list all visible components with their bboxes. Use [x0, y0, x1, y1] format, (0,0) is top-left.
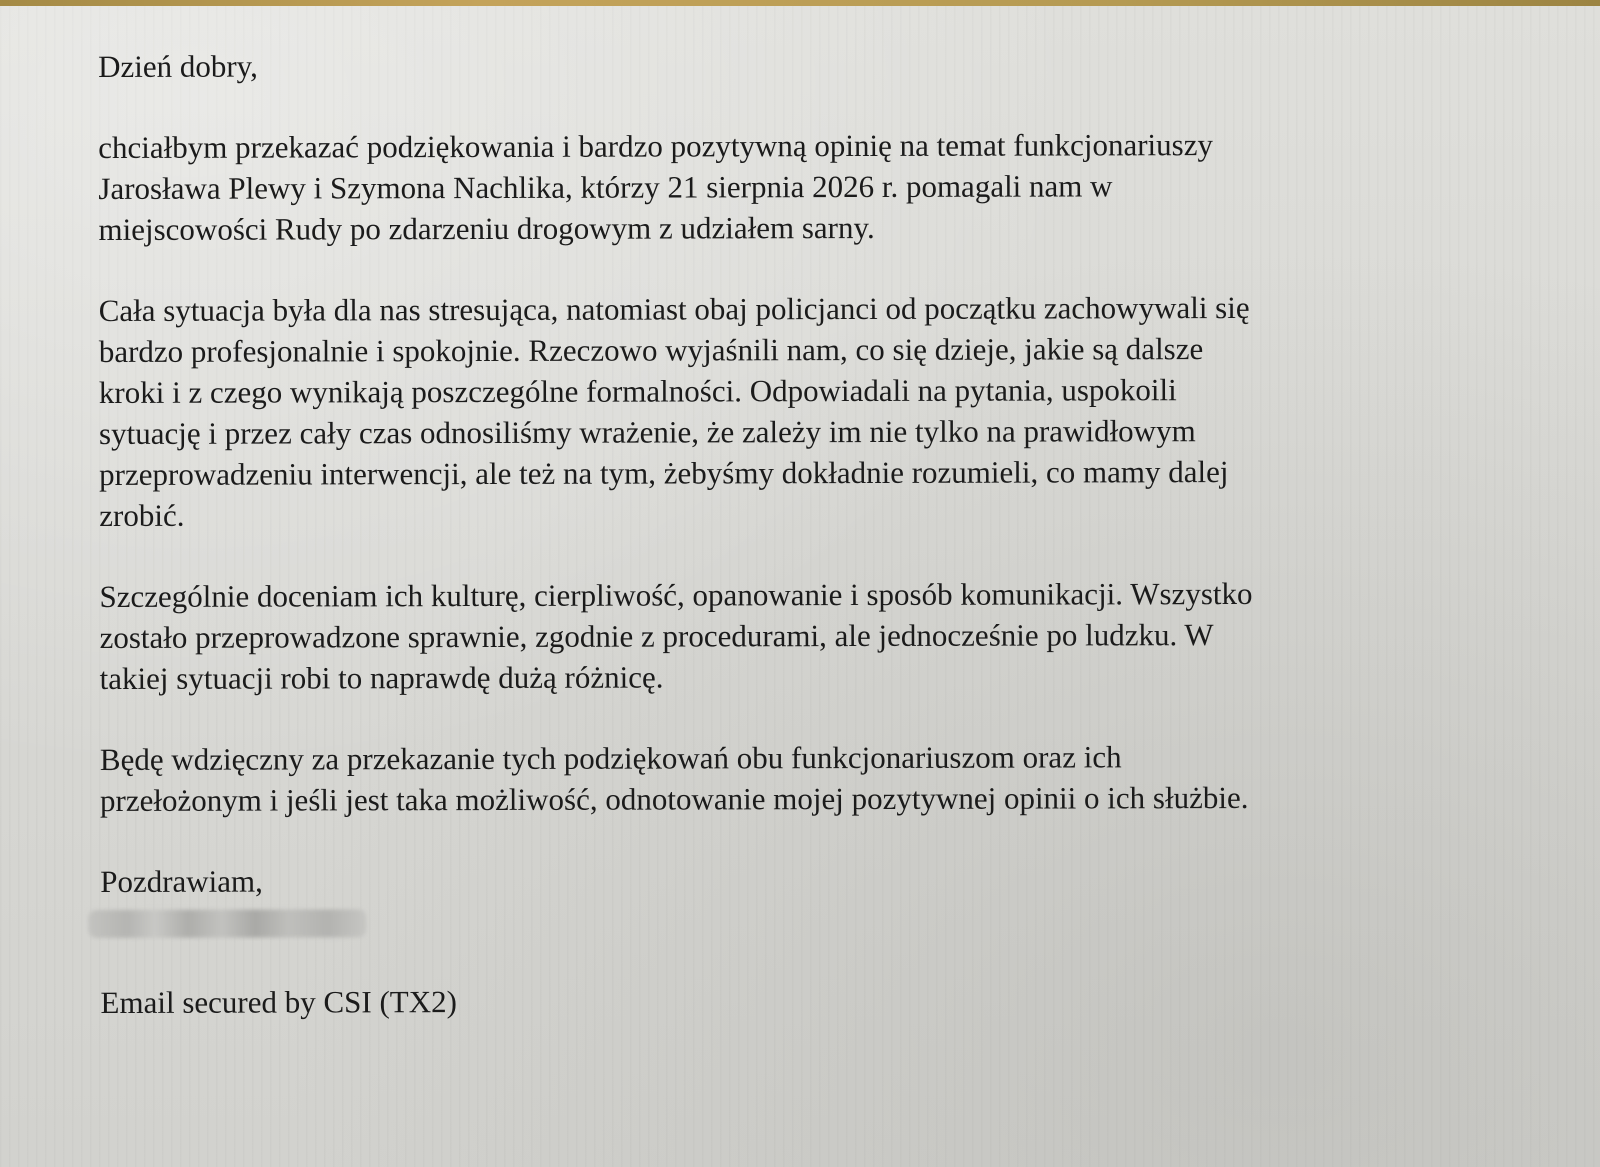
letter-closing: Pozdrawiam,	[100, 863, 263, 899]
text-line: przełożonym i jeśli jest taka możliwość, odnotowanie mojej pozytywnej opinii o ich służbie.	[99, 779, 1249, 818]
text-line: Będę wdzięczny za przekazanie tych podziękowań obu funkcjonariuszom oraz ich	[99, 739, 1122, 777]
text-line: sytuację i przez cały czas odnosiliśmy wrażenie, że zależy im nie tylko na prawidłowym	[98, 413, 1196, 451]
paragraph-4	[100, 736, 1430, 821]
text-line: zostało przeprowadzone sprawnie, zgodnie z procedurami, ale jednocześnie po ludzku. W	[99, 617, 1214, 655]
text-line: Szczególnie doceniam ich kulturę, cierpliwość, opanowanie i sposób komunikacji. Wszystko	[99, 575, 1253, 614]
text-line: miejscowości Rudy po zdarzeniu drogowym z udziałem sarny.	[98, 209, 875, 247]
text-line: zrobić.	[99, 497, 185, 533]
paragraph-3	[99, 573, 1429, 699]
text-line: Cała sytuacja była dla nas stresująca, natomiast obaj policjanci od początku zachowywali się	[98, 289, 1250, 328]
letter-body	[98, 43, 1431, 1023]
letter-greeting: Dzień dobry,	[98, 48, 258, 84]
text-line: kroki i z czego wynikają poszczególne formalności. Odpowiadali na pytania, uspokoili	[98, 372, 1177, 410]
paragraph-1	[98, 124, 1428, 250]
redacted-signature	[88, 909, 366, 938]
text-line: przeprowadzeniu interwencji, ale też na tym, żebyśmy dokładnie rozumieli, co mamy dalej	[99, 454, 1229, 492]
text-line: takiej sytuacji robi to naprawdę dużą różnicę.	[99, 659, 664, 696]
paper-sheet	[0, 6, 1600, 1167]
paragraph-2	[99, 287, 1430, 536]
text-line: bardzo profesjonalnie i spokojnie. Rzeczowo wyjaśnili nam, co się dzieje, jakie są dalsze	[98, 331, 1204, 369]
text-line: chciałbym przekazać podziękowania i bardzo pozytywną opinię na temat funkcjonariuszy	[98, 127, 1213, 165]
email-footer: Email secured by CSI (TX2)	[100, 984, 457, 1020]
text-line: Jarosława Plewy i Szymona Nachlika, którzy 21 sierpnia 2026 r. pomagali nam w	[98, 168, 1113, 206]
